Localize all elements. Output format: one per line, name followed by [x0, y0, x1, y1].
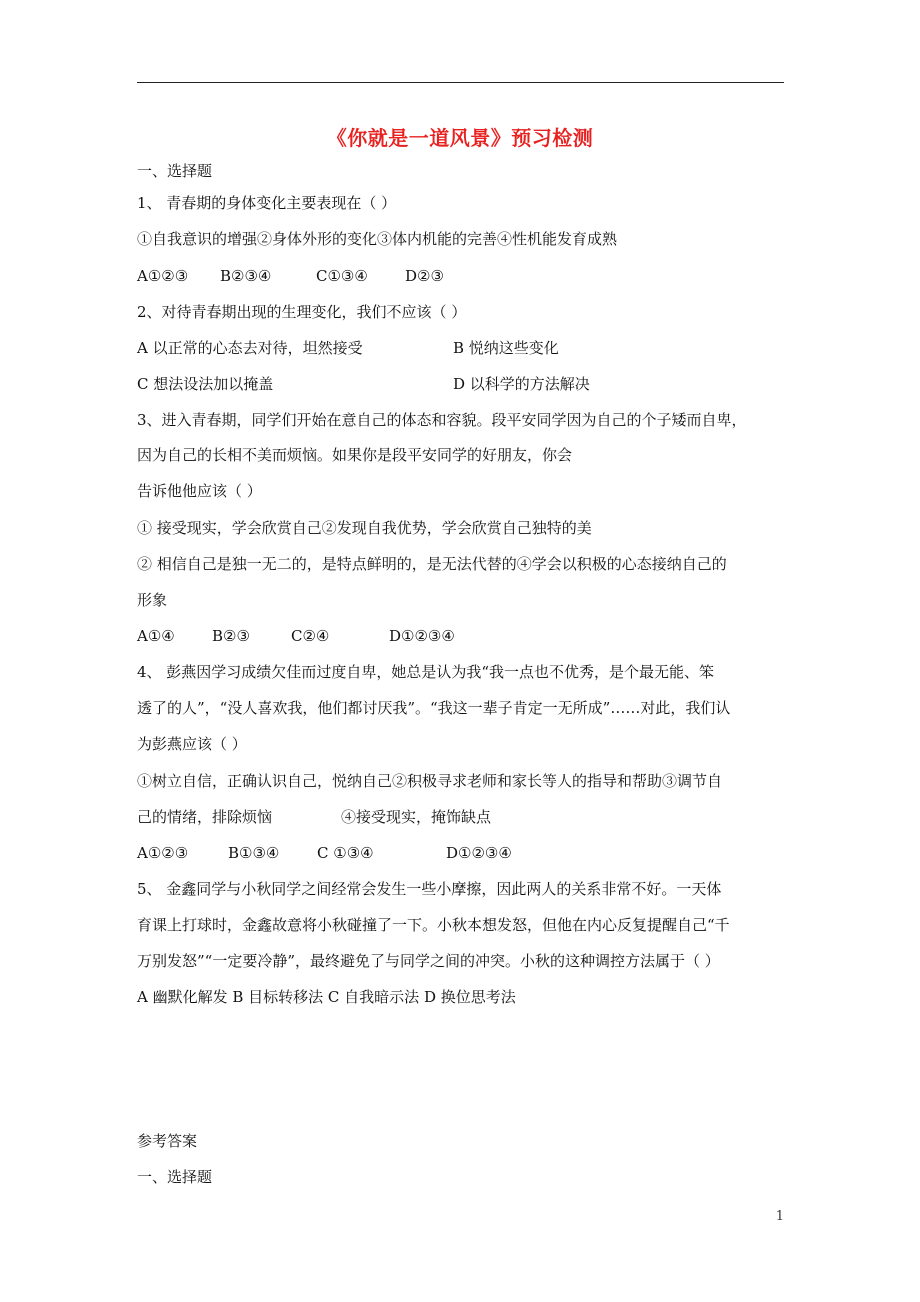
question-4-option-c: C ①③④ [317, 844, 374, 862]
question-2-option-c: C 想法设法加以掩盖 [137, 375, 274, 393]
question-5-stem-line: 育课上打球时，金鑫故意将小秋碰撞了一下。小秋本想发怒，但他在内心反复提醒自己“千 [137, 916, 730, 934]
question-1-stem: 1、 青春期的身体变化主要表现在（ ） [137, 194, 397, 212]
question-2-option-a: A 以正常的心态去对待，坦然接受 [137, 339, 363, 357]
question-4-stem-line: ①树立自信，正确认识自己，悦纳自己②积极寻求老师和家长等人的指导和帮助③调节自 [137, 772, 723, 790]
question-2-option-d: D 以科学的方法解决 [453, 375, 590, 393]
question-4-stem-line: 透了的人”，“没人喜欢我，他们都讨厌我”。“我这一辈子肯定一无所成”……对此，我们认 [137, 699, 731, 717]
question-1-option-d: D②③ [405, 267, 444, 285]
question-4-option-a: A①②③ [137, 844, 189, 862]
question-2-option-b: B 悦纳这些变化 [453, 339, 559, 357]
question-4-stem-line-part-b: ④接受现实，掩饰缺点 [341, 808, 492, 826]
question-4-option-b: B①③④ [228, 844, 280, 862]
question-3-option-b: B②③ [212, 627, 250, 645]
answers-section-heading: 一、选择题 [137, 1168, 213, 1186]
question-1-option-a: A①②③ [137, 267, 189, 285]
question-3-option-c: C②④ [291, 627, 330, 645]
page-number: 1 [775, 1209, 784, 1224]
question-3-stem-line: 3、进入青春期，同学们开始在意自己的体态和容貌。段平安同学因为自己的个子矮而自卑， [137, 411, 747, 429]
question-5-stem-line: 5、 金鑫同学与小秋同学之间经常会发生一些小摩擦，因此两人的关系非常不好。一天体 [137, 880, 722, 898]
question-5-options: A 幽默化解发 B 目标转移法 C 自我暗示法 D 换位思考法 [137, 988, 516, 1006]
question-4-stem-line: 4、 彭燕因学习成绩欠佳而过度自卑，她总是认为我“我一点也不优秀，是个最无能、笨 [137, 663, 714, 681]
question-4-stem-line-part-a: 己的情绪，排除烦恼 [137, 808, 273, 826]
question-1-option-b: B②③④ [220, 267, 272, 285]
question-4-option-d: D①②③④ [446, 844, 512, 862]
question-3-stem-line: 告诉他他应该（ ） [137, 482, 262, 500]
question-4-stem-line: 为彭燕应该（ ） [137, 735, 247, 753]
question-3-stem-line: ① 接受现实，学会欣赏自己②发现自我优势，学会欣赏自己独特的美 [137, 519, 592, 537]
question-3-stem-line: 形象 [137, 591, 168, 609]
answers-heading: 参考答案 [137, 1132, 198, 1150]
section-heading: 一、选择题 [137, 162, 213, 180]
question-3-option-a: A①④ [137, 627, 175, 645]
question-1-items: ①自我意识的增强②身体外形的变化③体内机能的完善④性机能发育成熟 [137, 230, 618, 248]
document-title: 《你就是一道风景》预习检测 [326, 126, 594, 150]
header-rule [137, 82, 784, 83]
question-3-stem-line: ② 相信自己是独一无二的，是特点鲜明的，是无法代替的④学会以积极的心态接纳自己的 [137, 555, 727, 573]
question-1-option-c: C①③④ [316, 267, 368, 285]
question-2-stem: 2、对待青春期出现的生理变化，我们不应该（ ） [137, 303, 467, 321]
question-3-option-d: D①②③④ [389, 627, 455, 645]
question-5-stem-line: 万别发怒”“一定要冷静”，最终避免了与同学之间的冲突。小秋的这种调控方法属于（ ） [137, 952, 720, 970]
question-3-stem-line: 因为自己的长相不美而烦恼。如果你是段平安同学的好朋友，你会 [137, 446, 573, 464]
